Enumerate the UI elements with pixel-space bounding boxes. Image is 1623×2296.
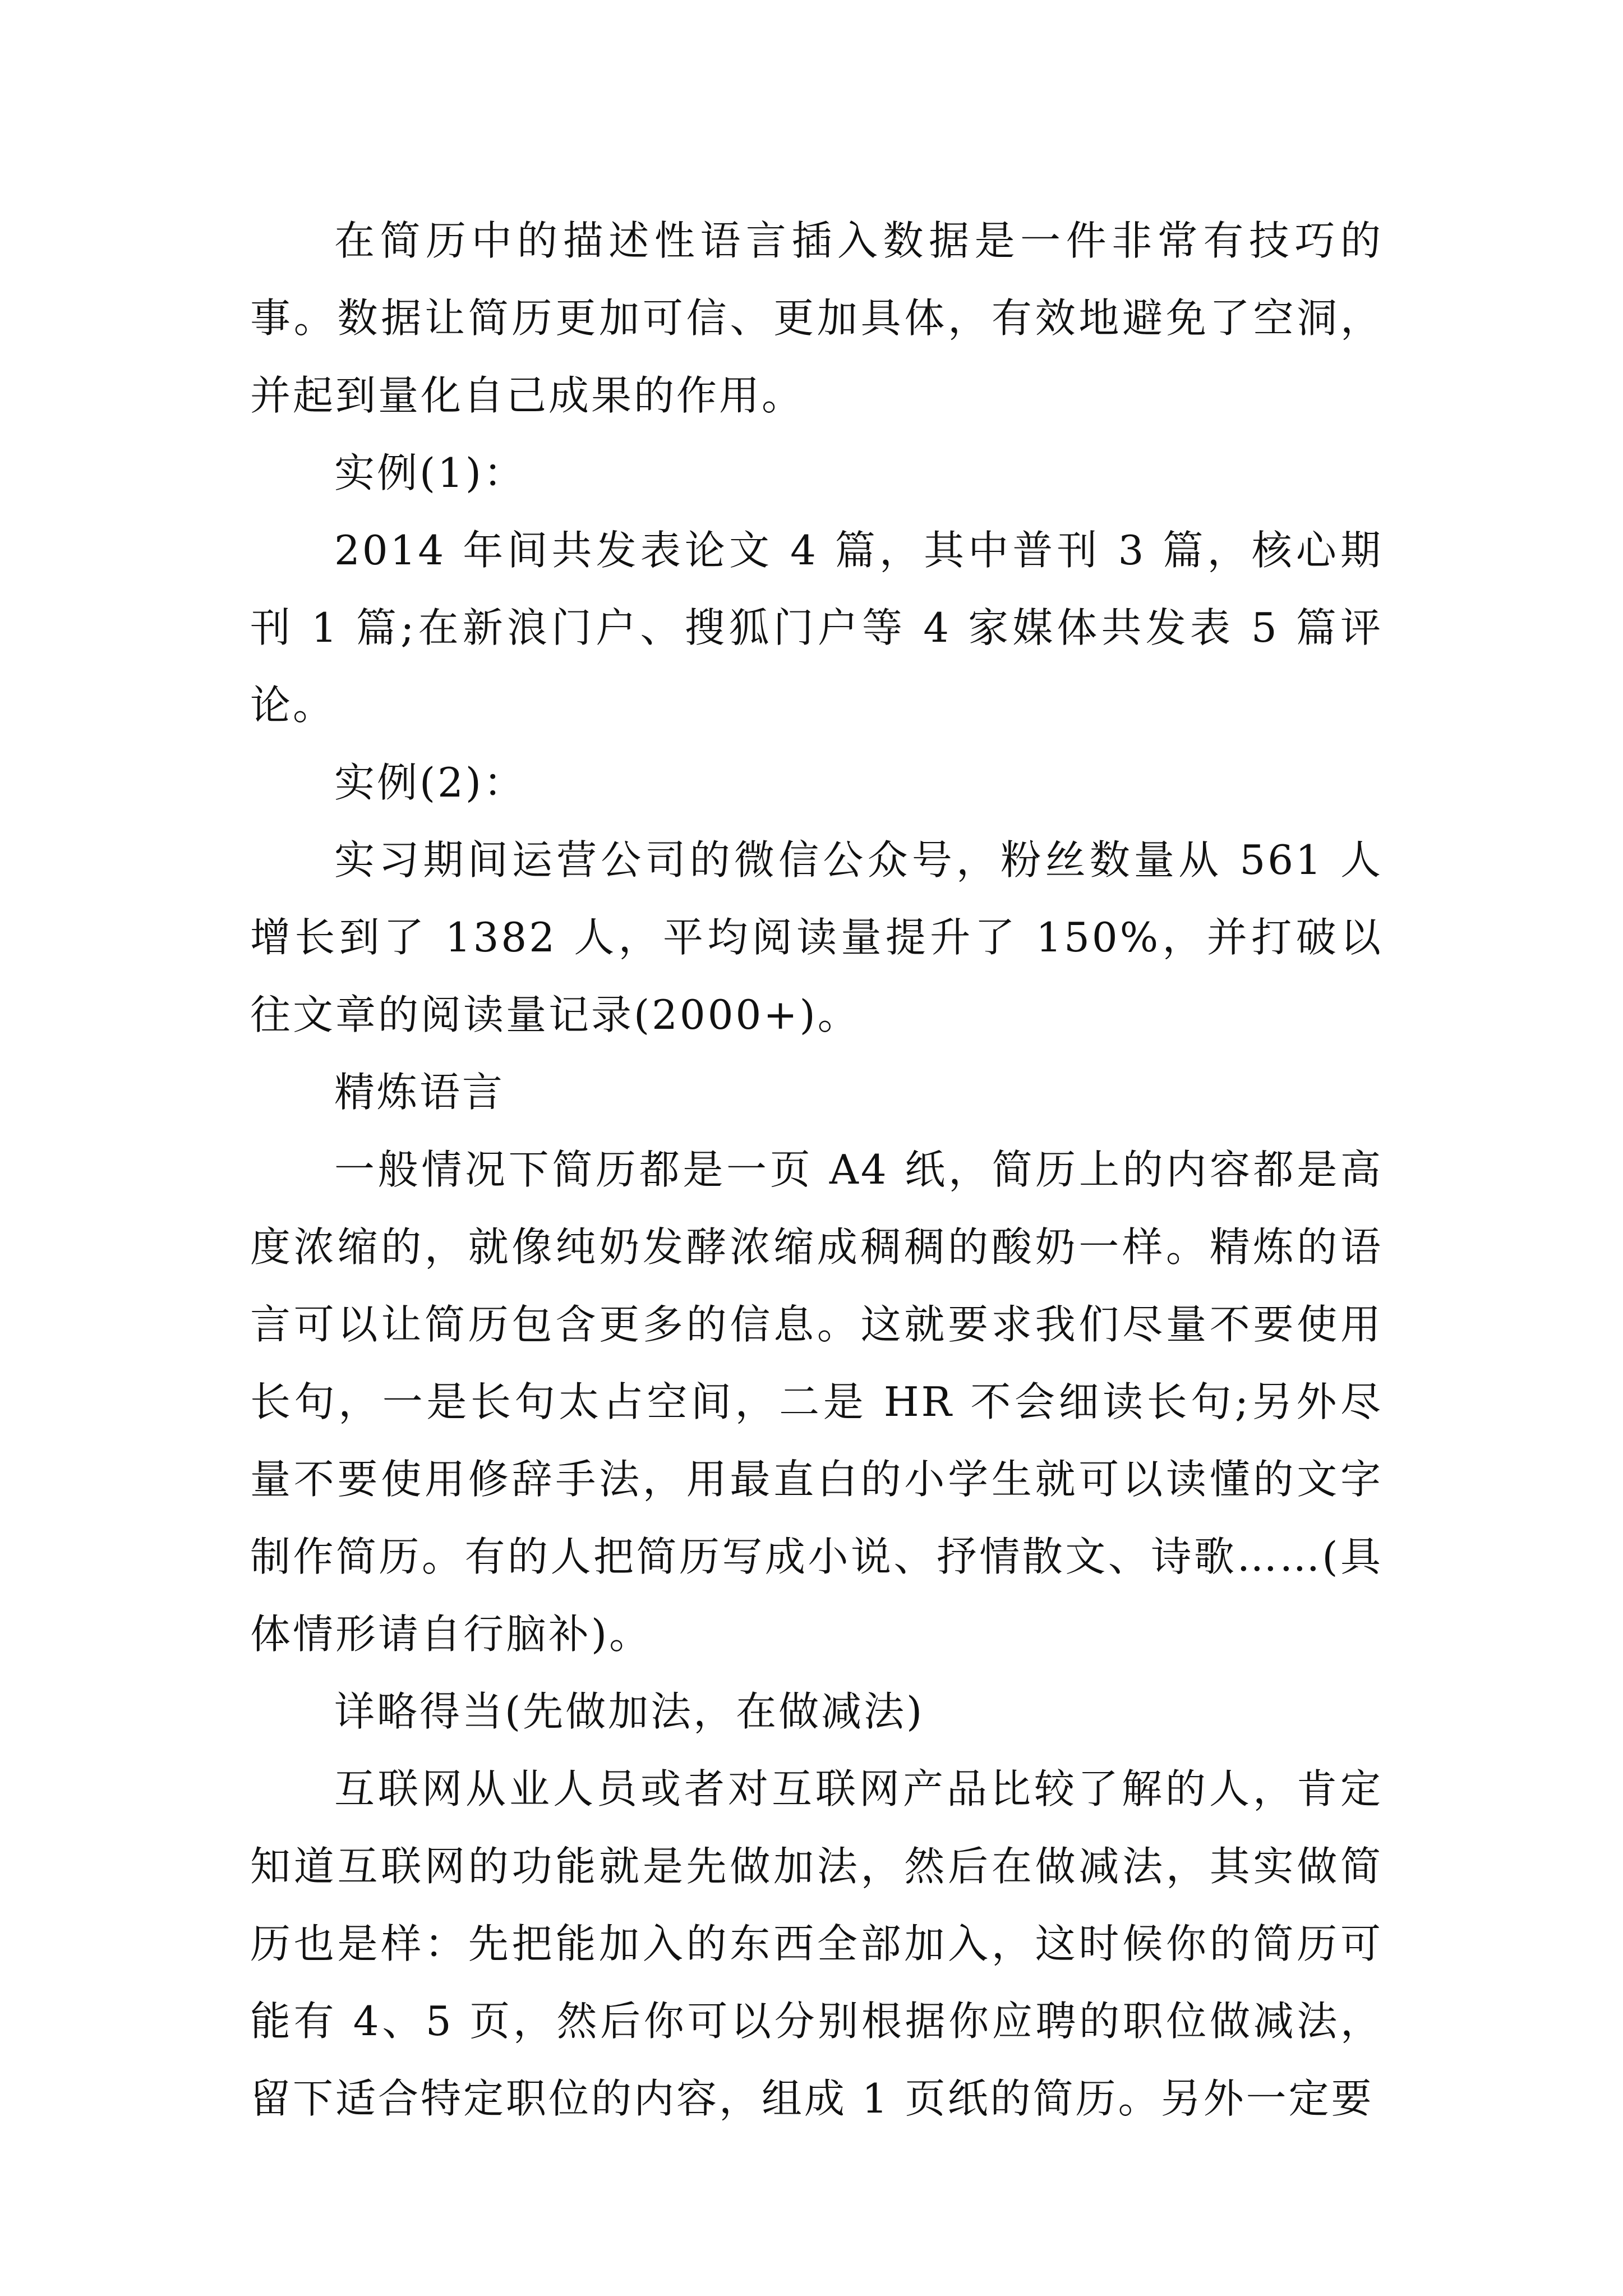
paragraph-data-in-resume: 在简历中的描述性语言插入数据是一件非常有技巧的事。数据让简历更加可信、更加具体，有效地避免了空洞，并起到量化自己成果的作用。 [250,217,1383,419]
section-heading-detail-balance: 详略得当(先做加法，在做减法) [334,1688,925,1735]
paragraph-example-1: 2014 年间共发表论文 4 篇，其中普刊 3 篇，核心期刊 1 篇;在新浪门户、搜狐门户等 4 家媒体共发表 5 篇评论。 [250,527,1383,729]
paragraph-detail-balance: 互联网从业人员或者对互联网产品比较了解的人，肯定知道互联网的功能就是先做加法，然后在做减法，其实做简历也是样：先把能加入的东西全部加入，这时候你的简历可能有 4、5 页，然后你可以分别根据你应聘的职位做减法，留下适合特定职位的内容，组成 1 页纸的简历。另外一定要 [250,1765,1383,2122]
example-2-label: 实例(2)： [334,759,526,806]
document-body [250,202,1383,2137]
paragraph-concise-language: 一般情况下简历都是一页 A4 纸，简历上的内容都是高度浓缩的，就像纯奶发酵浓缩成稠稠的酸奶一样。精炼的语言可以让简历包含更多的信息。这就要求我们尽量不要使用长句，一是长句太占空间，二是 HR 不会细读长句;另外尽量不要使用修辞手法，用最直白的小学生就可以读懂的文字制作简历。有的人把简历写成小说、抒情散文、诗歌……(具体情形请自行脑补)。 [250,1146,1383,1658]
section-heading-concise-language: 精炼语言 [334,1069,505,1116]
example-1-label: 实例(1)： [334,449,526,496]
paragraph-example-2: 实习期间运营公司的微信公众号，粉丝数量从 561 人增长到了 1382 人，平均阅读量提升了 150%，并打破以往文章的阅读量记录(2000+)。 [250,836,1383,1038]
